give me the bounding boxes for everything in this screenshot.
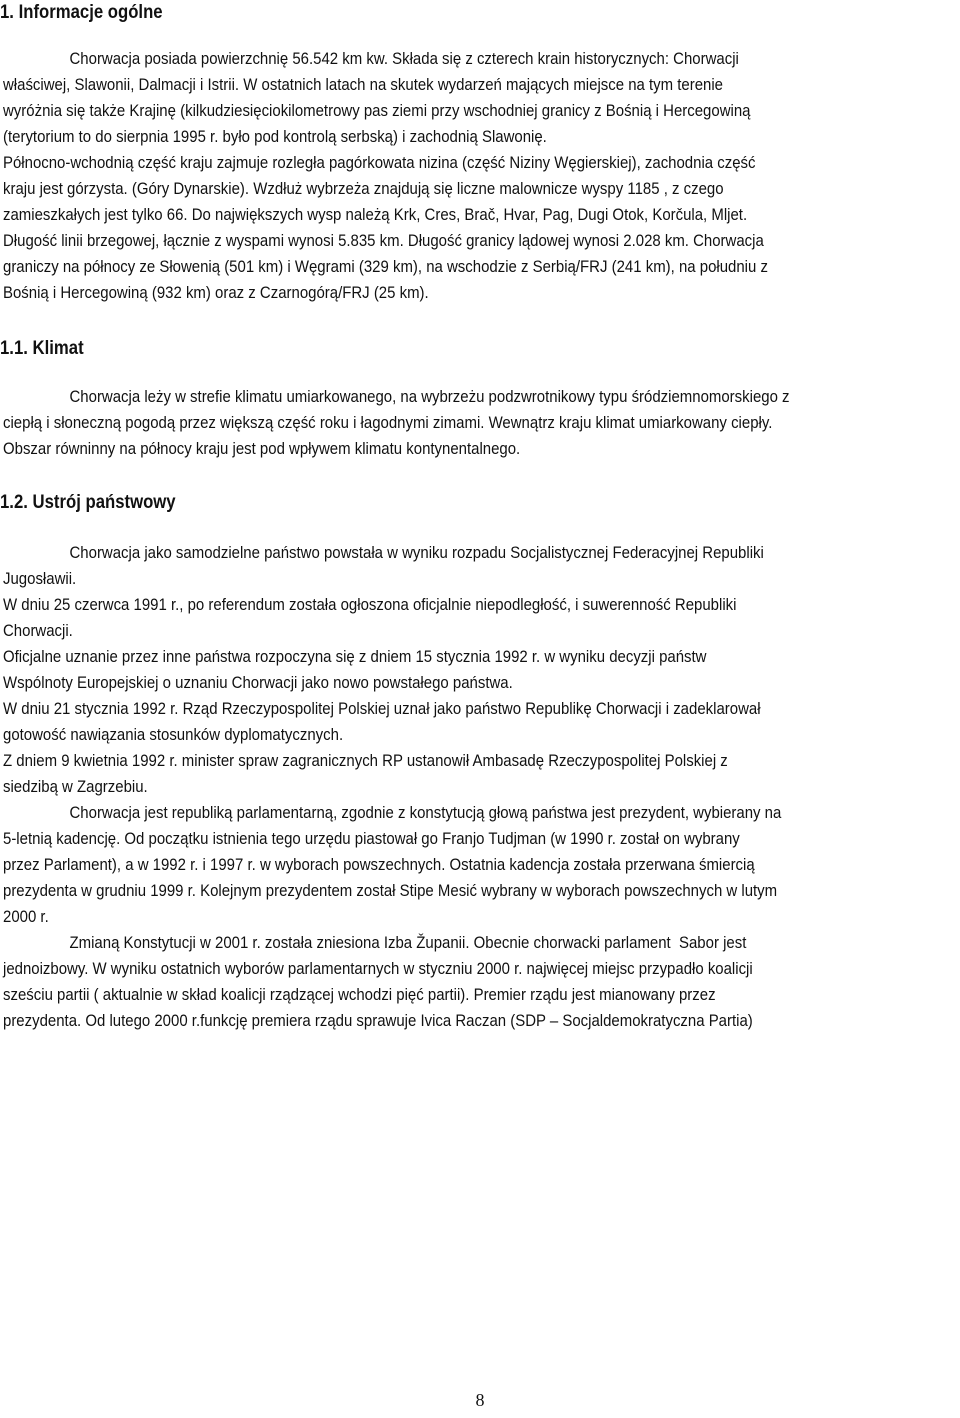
paragraph-line: sześciu partii ( aktualnie w skład koalicji rządzącej wchodzi pięć partii). Premier rządu jest mianowany przez — [3, 985, 716, 1004]
paragraph-informacje-ogolne — [3, 46, 768, 306]
paragraph-line: właściwej, Slawonii, Dalmacji i Istrii. W ostatnich latach na skutek wydarzeń mających miejsce na tym terenie — [3, 75, 724, 94]
paragraph-line: przez Parlament), a w 1992 r. i 1997 r. w wyborach powszechnych. Ostatnia kadencja została przerwana śmiercią — [3, 855, 755, 874]
paragraph-line: Jugosławii. — [3, 569, 77, 588]
paragraph-ustroj-panstwowy — [3, 540, 781, 1034]
paragraph-line: Chorwacja jest republiką parlamentarną, zgodnie z konstytucją głową państwa jest prezydent, wybierany na — [3, 803, 782, 822]
section-heading-informacje-ogolne: 1. Informacje ogólne — [0, 2, 163, 23]
paragraph-line: Północno-wchodnią część kraju zajmuje rozległa pagórkowata nizina (część Niziny Węgierskiej), zachodnia część — [3, 153, 756, 172]
paragraph-line: Chorwacja posiada powierzchnię 56.542 km kw. Składa się z czterech krain historycznych: Chorwacji — [3, 49, 739, 68]
paragraph-line: Obszar równinny na północy kraju jest pod wpływem klimatu kontynentalnego. — [3, 439, 521, 458]
paragraph-line: prezydenta w grudniu 1999 r. Kolejnym prezydentem został Stipe Mesić wybrany w wyborach powszechnych w lutym — [3, 881, 778, 900]
paragraph-line: Chorwacji. — [3, 621, 73, 640]
page-number: 8 — [475, 1390, 485, 1410]
paragraph-klimat — [3, 384, 790, 462]
paragraph-line: kraju jest górzysta. (Góry Dynarskie). Wzdłuż wybrzeża znajdują się liczne malownicze wyspy 1185 , z czego — [3, 179, 724, 198]
paragraph-line: Chorwacja jako samodzielne państwo powstała w wyniku rozpadu Socjalistycznej Federacyjnej Republiki — [3, 543, 764, 562]
paragraph-line: wyróżnia się także Krajinę (kilkudziesięciokilometrowy pas ziemi przy wschodniej granicy z Bośnią i Hercegowiną — [3, 101, 751, 120]
paragraph-line: W dniu 21 stycznia 1992 r. Rząd Rzeczypospolitej Polskiej uznał jako państwo Republikę Chorwacji i zadeklarował — [3, 699, 761, 718]
paragraph-line: ciepłą i słoneczną pogodą przez większą część roku i łagodnymi zimami. Wewnątrz kraju klimat umiarkowany ciepły. — [3, 413, 773, 432]
paragraph-line: Wspólnoty Europejskiej o uznaniu Chorwacji jako nowo powstałego państwa. — [3, 673, 513, 692]
paragraph-line: 2000 r. — [3, 907, 49, 926]
paragraph-line: Z dniem 9 kwietnia 1992 r. minister spraw zagranicznych RP ustanowił Ambasadę Rzeczypospolitej Polskiej z — [3, 751, 728, 770]
paragraph-line: zamieszkałych jest tylko 66. Do największych wysp należą Krk, Cres, Brač, Hvar, Pag, Dugi Otok, Korčula, Mljet. — [3, 205, 748, 224]
section-heading-klimat: 1.1. Klimat — [0, 338, 84, 359]
paragraph-line: 5-letnią kadencję. Od początku istnienia tego urzędu piastował go Franjo Tudjman (w 1990 r. został on wybrany — [3, 829, 740, 848]
paragraph-line: (terytorium to do sierpnia 1995 r. było pod kontrolą serbską) i zachodnią Slawonię. — [3, 127, 547, 146]
paragraph-line: Chorwacja leży w strefie klimatu umiarkowanego, na wybrzeżu podzwrotnikowy typu śródziemnomorskiego z — [3, 387, 790, 406]
paragraph-line: Bośnią i Hercegowiną (932 km) oraz z Czarnogórą/FRJ (25 km). — [3, 283, 429, 302]
section-heading-ustroj-panstwowy: 1.2. Ustrój państwowy — [0, 492, 176, 513]
paragraph-line: prezydenta. Od lutego 2000 r.funkcję premiera rządu sprawuje Ivica Raczan (SDP – Socjaldemokratyczna Partia) — [3, 1011, 753, 1030]
paragraph-line: Długość linii brzegowej, łącznie z wyspami wynosi 5.835 km. Długość granicy lądowej wynosi 2.028 km. Chorwacja — [3, 231, 764, 250]
paragraph-line: gotowość nawiązania stosunków dyplomatycznych. — [3, 725, 344, 744]
paragraph-line: W dniu 25 czerwca 1991 r., po referendum została ogłoszona oficjalnie niepodległość, i suwerenność Republiki — [3, 595, 737, 614]
paragraph-line: jednoizbowy. W wyniku ostatnich wyborów parlamentarnych w styczniu 2000 r. najwięcej miejsc przypadło koalicji — [3, 959, 753, 978]
paragraph-line: siedzibą w Zagrzebiu. — [3, 777, 148, 796]
paragraph-line: graniczy na północy ze Słowenią (501 km) i Węgrami (329 km), na wschodzie z Serbią/FRJ (241 km), na południu z — [3, 257, 768, 276]
paragraph-line: Zmianą Konstytucji w 2001 r. została zniesiona Izba Županii. Obecnie chorwacki parlament Sabor jest — [3, 933, 747, 952]
paragraph-line: Oficjalne uznanie przez inne państwa rozpoczyna się z dniem 15 stycznia 1992 r. w wyniku decyzji państw — [3, 647, 707, 666]
